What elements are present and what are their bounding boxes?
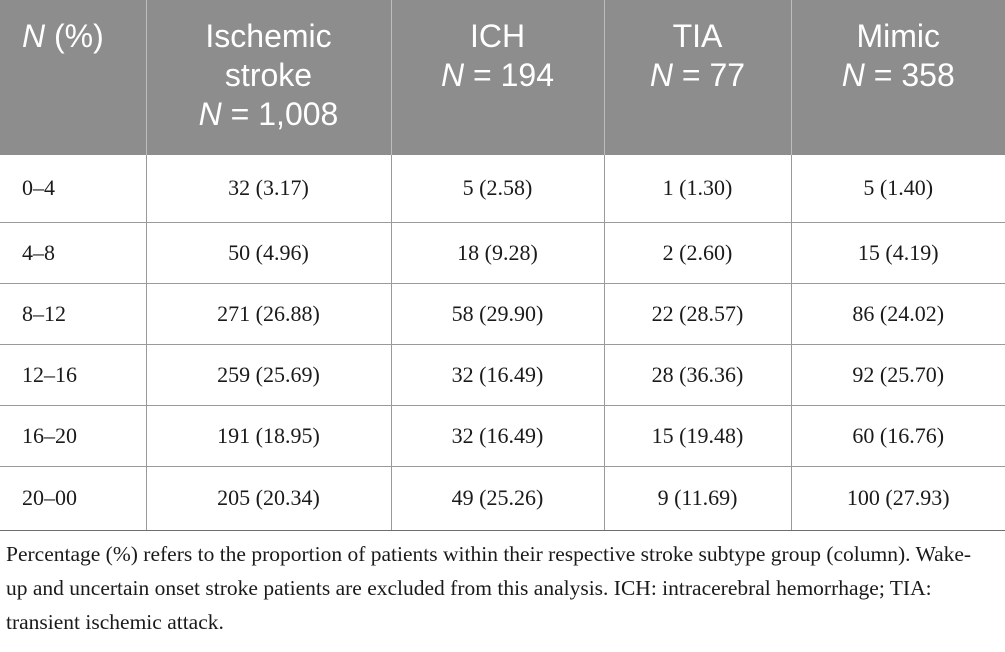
table-row <box>0 344 1005 405</box>
cell-ich: 32 (16.49) <box>391 405 604 466</box>
cell-ich: 58 (29.90) <box>391 283 604 344</box>
cell-ischemic: 205 (20.34) <box>146 466 391 530</box>
cell-tia: 1 (1.30) <box>604 155 791 222</box>
header-percent-label: (%) <box>45 18 104 54</box>
cell-tia: 2 (2.60) <box>604 222 791 283</box>
header-row <box>0 0 1005 155</box>
cell-tia: 22 (28.57) <box>604 283 791 344</box>
row-label: 8–12 <box>0 283 146 344</box>
row-label: 4–8 <box>0 222 146 283</box>
header-ischemic-line1: Ischemic <box>205 18 332 54</box>
cell-ischemic: 32 (3.17) <box>146 155 391 222</box>
header-mimic-n-symbol: N <box>841 57 865 93</box>
table-header <box>0 0 1005 155</box>
cell-ischemic: 191 (18.95) <box>146 405 391 466</box>
header-mimic-n <box>800 56 998 95</box>
cell-ischemic: 259 (25.69) <box>146 344 391 405</box>
header-ich-n-value: = 194 <box>464 57 554 93</box>
cell-mimic: 5 (1.40) <box>791 155 1005 222</box>
header-cell-mimic <box>791 0 1005 155</box>
cell-mimic: 15 (4.19) <box>791 222 1005 283</box>
header-ischemic-n-symbol: N <box>198 96 222 132</box>
cell-ich: 32 (16.49) <box>391 344 604 405</box>
header-ischemic-n <box>155 95 383 134</box>
row-label: 16–20 <box>0 405 146 466</box>
header-cell-ischemic-stroke <box>146 0 391 155</box>
cell-ich: 5 (2.58) <box>391 155 604 222</box>
header-ischemic-n-value: = 1,008 <box>221 96 339 132</box>
header-cell-n-percent <box>0 0 146 155</box>
cell-ich: 18 (9.28) <box>391 222 604 283</box>
row-label: 12–16 <box>0 344 146 405</box>
cell-ich: 49 (25.26) <box>391 466 604 530</box>
cell-mimic: 100 (27.93) <box>791 466 1005 530</box>
header-ischemic-line2: stroke <box>224 57 313 93</box>
header-tia-line1: TIA <box>672 18 723 54</box>
header-mimic-n-value: = 358 <box>864 57 955 93</box>
cell-ischemic: 50 (4.96) <box>146 222 391 283</box>
header-tia-n-value: = 77 <box>673 57 746 93</box>
table-row <box>0 222 1005 283</box>
table-body <box>0 155 1005 530</box>
cell-mimic: 92 (25.70) <box>791 344 1005 405</box>
cell-mimic: 86 (24.02) <box>791 283 1005 344</box>
header-ich-n <box>400 56 596 95</box>
cell-mimic: 60 (16.76) <box>791 405 1005 466</box>
header-cell-tia <box>604 0 791 155</box>
header-n-italic: N <box>22 18 46 54</box>
cell-tia: 28 (36.36) <box>604 344 791 405</box>
table-row <box>0 405 1005 466</box>
header-cell-ich <box>391 0 604 155</box>
cell-tia: 9 (11.69) <box>604 466 791 530</box>
header-tia-n <box>613 56 783 95</box>
cell-ischemic: 271 (26.88) <box>146 283 391 344</box>
header-mimic-line1: Mimic <box>856 18 941 54</box>
header-ich-line1: ICH <box>469 18 526 54</box>
table-row <box>0 466 1005 530</box>
row-label: 20–00 <box>0 466 146 530</box>
row-label: 0–4 <box>0 155 146 222</box>
cell-tia: 15 (19.48) <box>604 405 791 466</box>
header-ich-n-symbol: N <box>441 57 465 93</box>
header-tia-n-symbol: N <box>649 57 674 93</box>
table-footnote: Percentage (%) refers to the proportion of patients within their respective stroke subtype group (column). Wake-up and uncertain onset stroke patients are excluded from this analysis. ICH: intracerebral hemorrhage; TIA: transient ischemic attack. <box>6 542 972 634</box>
table-row <box>0 283 1005 344</box>
table-row <box>0 155 1005 222</box>
